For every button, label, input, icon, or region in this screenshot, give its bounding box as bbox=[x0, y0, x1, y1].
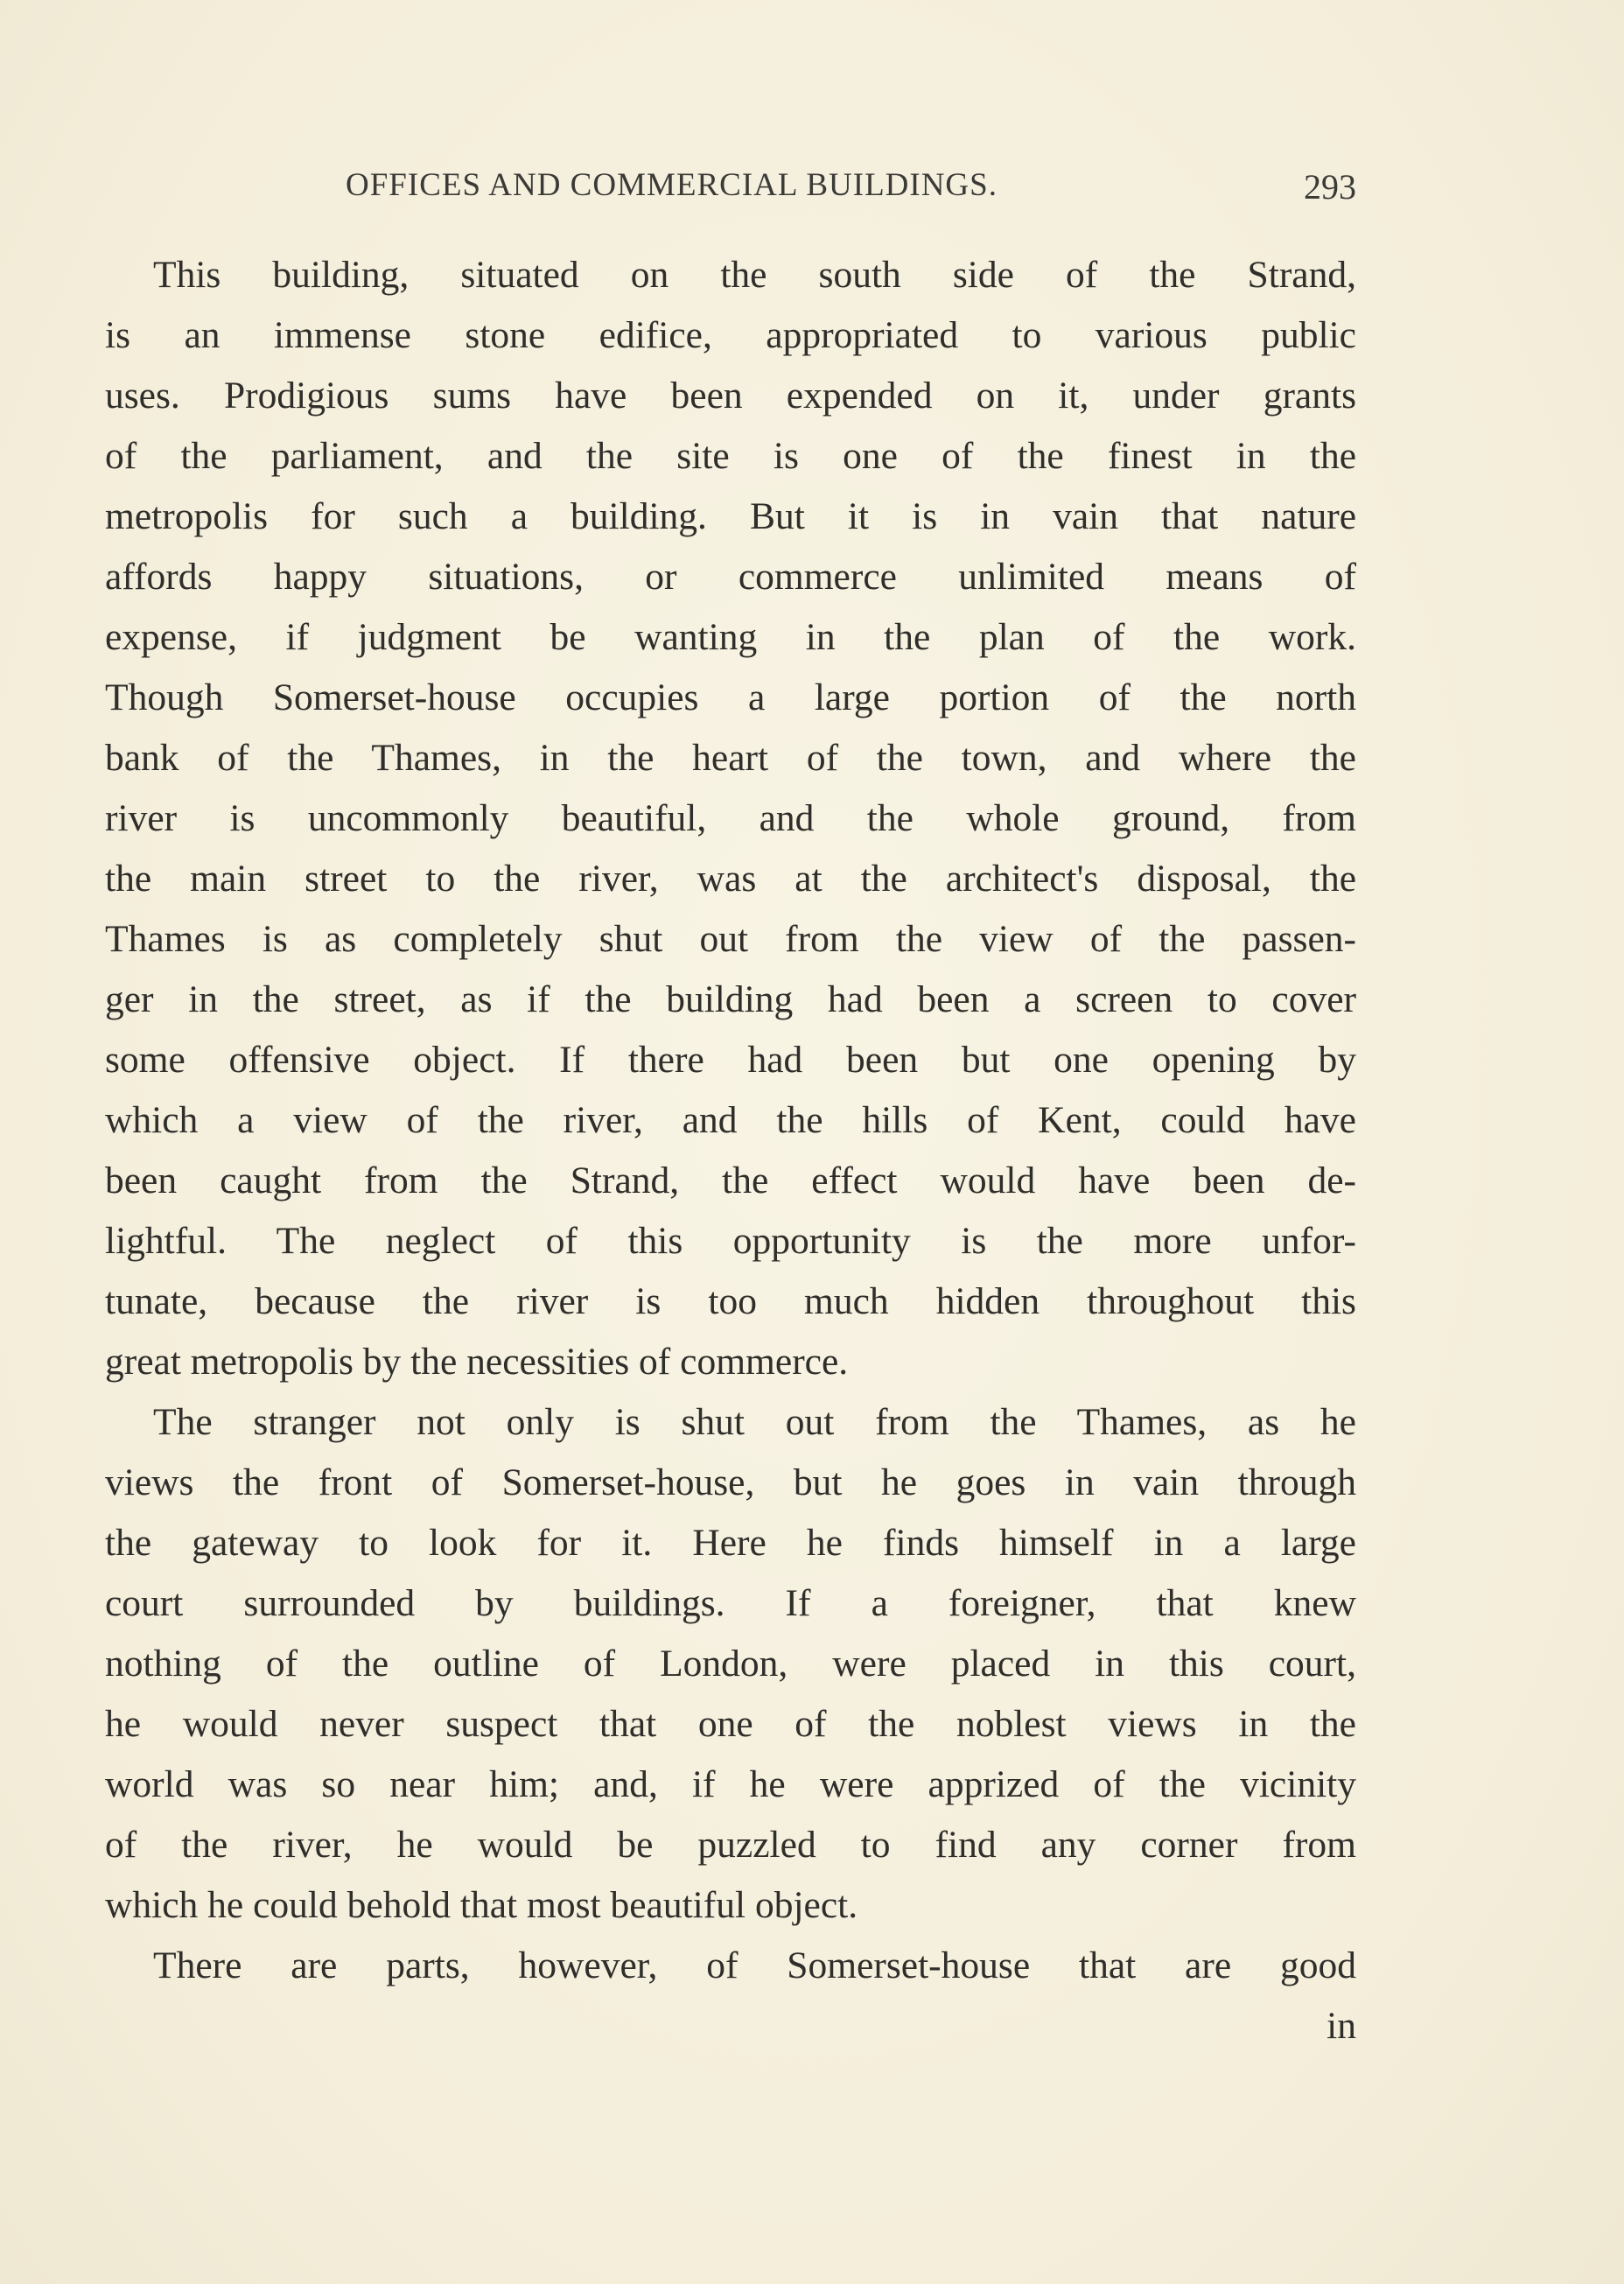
text-line: great metropolis by the necessities of commerce. bbox=[105, 1341, 849, 1383]
text-line: court surrounded by buildings. If a foreigner, that knew bbox=[105, 1582, 1356, 1624]
text-line: the gateway to look for it. Here he finds himself in a large bbox=[105, 1522, 1356, 1564]
text-line: of the parliament, and the site is one of the finest in the bbox=[105, 435, 1356, 477]
running-head: OFFICES AND COMMERCIAL BUILDINGS. bbox=[346, 167, 998, 203]
text-line: affords happy situations, or commerce unlimited means of bbox=[105, 556, 1356, 598]
text-line: world was so near him; and, if he were apprized of the vicinity bbox=[105, 1763, 1356, 1805]
text-line: Thames is as completely shut out from the view of the passen- bbox=[105, 918, 1356, 960]
text-line: uses. Prodigious sums have been expended on it, under grants bbox=[105, 375, 1356, 417]
text-line: some offensive object. If there had been but one opening by bbox=[105, 1039, 1356, 1081]
page-number: 293 bbox=[1304, 167, 1356, 207]
catchword: in bbox=[1326, 2005, 1356, 2047]
text-line: ger in the street, as if the building had been a screen to cover bbox=[105, 978, 1356, 1020]
text-line: river is uncommonly beautiful, and the whole ground, from bbox=[105, 797, 1356, 839]
text-line: expense, if judgment be wanting in the plan of the work. bbox=[105, 616, 1356, 658]
text-line: he would never suspect that one of the noblest views in the bbox=[105, 1703, 1356, 1745]
text-line: Though Somerset-house occupies a large portion of the north bbox=[105, 676, 1356, 718]
text-line: which a view of the river, and the hills of Kent, could have bbox=[105, 1099, 1356, 1141]
text-line: been caught from the Strand, the effect would have been de- bbox=[105, 1160, 1356, 1202]
text-line: There are parts, however, of Somerset-house that are good bbox=[153, 1944, 1356, 1986]
text-line: This building, situated on the south side of the Strand, bbox=[153, 254, 1356, 296]
text-line: views the front of Somerset-house, but he goes in vain through bbox=[105, 1461, 1356, 1503]
text-line: The stranger not only is shut out from the Thames, as he bbox=[153, 1401, 1356, 1443]
text-line: the main street to the river, was at the architect's disposal, the bbox=[105, 858, 1356, 900]
text-line: metropolis for such a building. But it is in vain that nature bbox=[105, 495, 1356, 537]
text-line: of the river, he would be puzzled to find any corner from bbox=[105, 1824, 1356, 1866]
page-header bbox=[105, 166, 1356, 219]
text-line: lightful. The neglect of this opportunity is the more unfor- bbox=[105, 1220, 1356, 1262]
text-line: which he could behold that most beautiful object. bbox=[105, 1884, 858, 1926]
text-line: bank of the Thames, in the heart of the town, and where the bbox=[105, 737, 1356, 779]
text-line: is an immense stone edifice, appropriated to various public bbox=[105, 314, 1356, 356]
text-line: nothing of the outline of London, were placed in this court, bbox=[105, 1643, 1356, 1685]
text-line: tunate, because the river is too much hidden throughout this bbox=[105, 1280, 1356, 1322]
body-text bbox=[105, 245, 1356, 2056]
